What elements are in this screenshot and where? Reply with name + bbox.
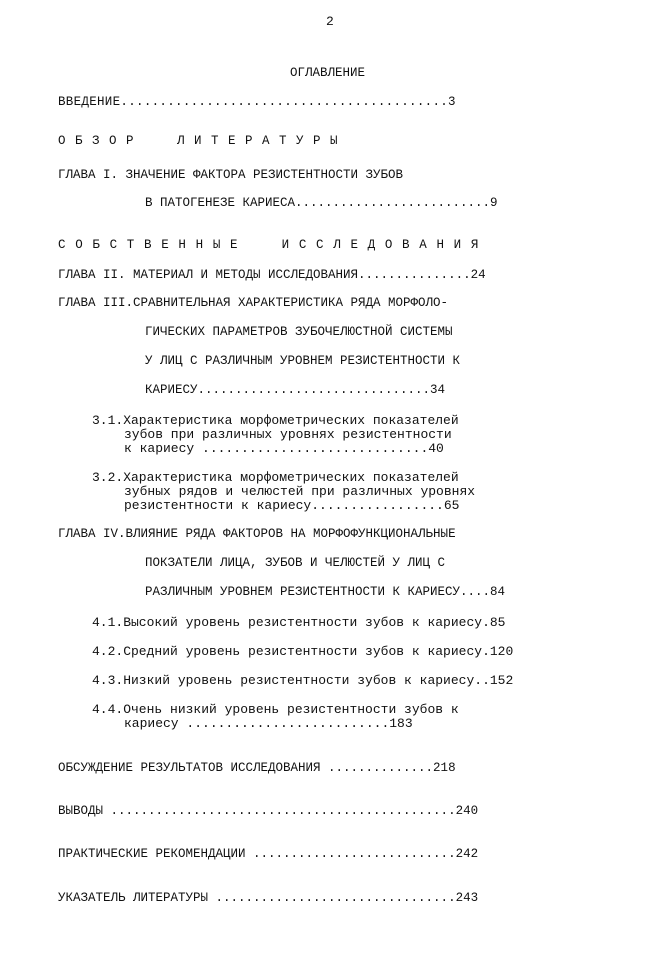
page-number: 2 bbox=[326, 14, 334, 29]
section-header-sobstvennye: С О Б С Т В Е Н Н Ы Е И С С Л Е Д О В А Н И Я bbox=[58, 238, 480, 252]
toc-entry-section-4-4: 4.4.Очень низкий уровень резистентности зубов к bbox=[92, 702, 459, 717]
toc-entry-section-3-2-cont-2: резистентности к кариесу.................65 bbox=[124, 498, 460, 513]
toc-entry-ukazatel: УКАЗАТЕЛЬ ЛИТЕРАТУРЫ ................................243 bbox=[58, 891, 479, 905]
toc-entry-chapter-1: ГЛАВА I. ЗНАЧЕНИЕ ФАКТОРА РЕЗИСТЕНТНОСТИ ЗУБОВ bbox=[58, 168, 404, 182]
toc-entry-chapter-4: ГЛАВА IV.ВЛИЯНИЕ РЯДА ФАКТОРОВ НА МОРФОФУНКЦИОНАЛЬНЫЕ bbox=[58, 527, 456, 541]
section-header-obzor: О Б З О Р Л И Т Е Р А Т У Р Ы bbox=[58, 134, 339, 148]
toc-entry-section-3-2: 3.2.Характеристика морфометрических показателей bbox=[92, 470, 459, 485]
toc-entry-vyvody: ВЫВОДЫ ..............................................240 bbox=[58, 804, 479, 818]
toc-entry-obsuzhdenie: ОБСУЖДЕНИЕ РЕЗУЛЬТАТОВ ИССЛЕДОВАНИЯ ..............218 bbox=[58, 761, 456, 775]
toc-entry-chapter-3-cont-3: КАРИЕСУ...............................34 bbox=[145, 383, 446, 397]
toc-entry-section-4-2: 4.2.Средний уровень резистентности зубов к кариесу.120 bbox=[92, 644, 514, 659]
toc-entry-section-4-3: 4.3.Низкий уровень резистентности зубов к кариесу..152 bbox=[92, 673, 514, 688]
toc-entry-section-3-1-cont-1: зубов при различных уровнях резистентности bbox=[124, 427, 452, 442]
toc-entry-section-3-1-cont-2: к кариесу .............................40 bbox=[124, 441, 444, 456]
toc-entry-prakticheskie: ПРАКТИЧЕСКИЕ РЕКОМЕНДАЦИИ ...........................242 bbox=[58, 847, 479, 861]
toc-entry-chapter-2: ГЛАВА II. МАТЕРИАЛ И МЕТОДЫ ИССЛЕДОВАНИЯ...............24 bbox=[58, 268, 486, 282]
toc-entry-chapter-1-cont: В ПАТОГЕНЕЗЕ КАРИЕСА..........................9 bbox=[145, 196, 498, 210]
toc-entry-vvedenie: ВВЕДЕНИЕ..........................................3 bbox=[58, 95, 456, 109]
toc-entry-section-3-2-cont-1: зубных рядов и челюстей при различных уровнях bbox=[124, 484, 476, 499]
toc-entry-section-4-1: 4.1.Высокий уровень резистентности зубов к кариесу.85 bbox=[92, 615, 506, 630]
toc-entry-section-3-1: 3.1.Характеристика морфометрических показателей bbox=[92, 413, 459, 428]
toc-entry-chapter-3: ГЛАВА III.СРАВНИТЕЛЬНАЯ ХАРАКТЕРИСТИКА РЯДА МОРФОЛО- bbox=[58, 296, 449, 310]
toc-entry-chapter-3-cont-1: ГИЧЕСКИХ ПАРАМЕТРОВ ЗУБОЧЕЛЮСТНОЙ СИСТЕМЫ bbox=[145, 325, 453, 339]
toc-entry-chapter-4-cont-2: РАЗЛИЧНЫМ УРОВНЕМ РЕЗИСТЕНТНОСТИ К КАРИЕСУ....84 bbox=[145, 585, 506, 599]
toc-entry-chapter-3-cont-2: У ЛИЦ С РАЗЛИЧНЫМ УРОВНЕМ РЕЗИСТЕНТНОСТИ К bbox=[145, 354, 461, 368]
toc-title: ОГЛАВЛЕНИЕ bbox=[290, 66, 366, 80]
toc-entry-section-4-4-cont: кариесу ..........................183 bbox=[124, 716, 413, 731]
toc-entry-chapter-4-cont-1: ПОКЗАТЕЛИ ЛИЦА, ЗУБОВ И ЧЕЛЮСТЕЙ У ЛИЦ С bbox=[145, 556, 446, 570]
